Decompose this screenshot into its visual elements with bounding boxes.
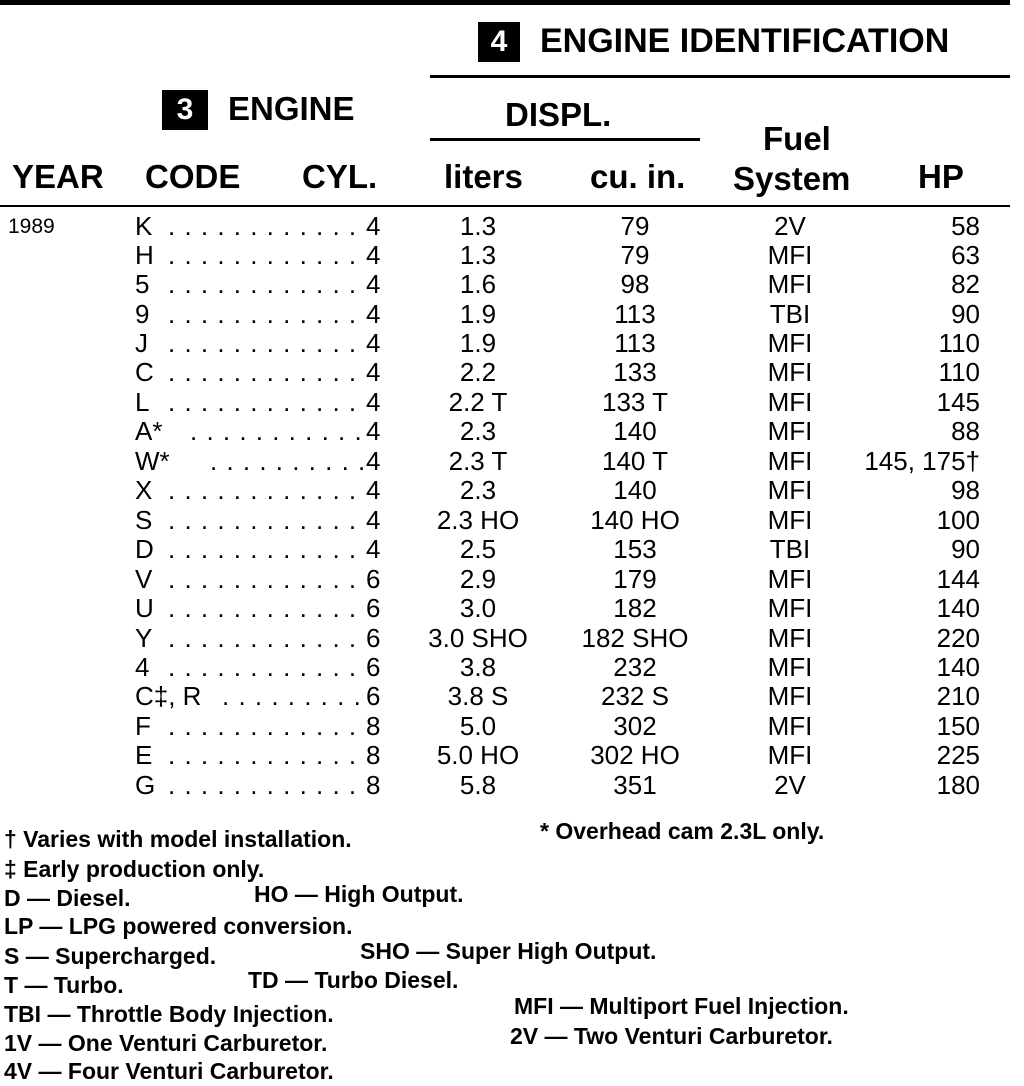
cyl-cell: 4 bbox=[366, 416, 381, 446]
cyl-cell: 4 bbox=[366, 240, 381, 270]
note-high-output: HO — High Output. bbox=[254, 881, 464, 907]
code-header: CODE bbox=[145, 158, 241, 195]
cyl-cell: 6 bbox=[366, 681, 381, 711]
liters-cell: 3.8 S bbox=[447, 681, 509, 711]
table-row bbox=[0, 241, 1024, 270]
code-cell: F bbox=[135, 711, 151, 741]
code-cell: D bbox=[135, 534, 154, 564]
fuel-cell: MFI bbox=[767, 328, 813, 358]
fuel-cell: MFI bbox=[767, 740, 813, 770]
liters-cell: 1.9 bbox=[459, 328, 497, 358]
cu-in-cell: 179 bbox=[613, 564, 657, 594]
liters-cell: 1.3 bbox=[459, 240, 497, 270]
code-cell: C bbox=[135, 357, 154, 387]
cyl-cell: 6 bbox=[366, 623, 381, 653]
code-cell: K bbox=[135, 211, 153, 241]
cu-in-cell: 140 T bbox=[601, 446, 668, 476]
table-row bbox=[0, 476, 1024, 505]
leader-dots: . . . . . . . . . . . . bbox=[168, 711, 358, 741]
table-row bbox=[0, 565, 1024, 594]
code-cell: 4 bbox=[135, 652, 150, 682]
year-cell: 1989 bbox=[8, 215, 55, 238]
fuel-cell: MFI bbox=[767, 416, 813, 446]
table-row bbox=[0, 682, 1024, 711]
code-cell: Y bbox=[135, 623, 153, 653]
code-cell: E bbox=[135, 740, 153, 770]
leader-dots: . . . . . . . . . bbox=[222, 681, 362, 711]
note-1v: 1V — One Venturi Carburetor. bbox=[4, 1030, 328, 1056]
leader-dots: . . . . . . . . . . . . bbox=[168, 505, 358, 535]
table-row bbox=[0, 329, 1024, 358]
code-cell: H bbox=[135, 240, 154, 270]
table-row bbox=[0, 624, 1024, 653]
note-2v: 2V — Two Venturi Carburetor. bbox=[510, 1023, 833, 1049]
fuel-cell: MFI bbox=[767, 269, 813, 299]
section-4-badge: 4 bbox=[478, 22, 520, 62]
liters-cell: 1.3 bbox=[459, 211, 497, 241]
fuel-cell: MFI bbox=[767, 505, 813, 535]
leader-dots: . . . . . . . . . . . . bbox=[168, 593, 358, 623]
note-ddagger: ‡ Early production only. bbox=[4, 856, 265, 882]
hp-cell: 88 bbox=[951, 416, 980, 446]
cu-in-cell: 133 T bbox=[601, 387, 668, 417]
leader-dots: . . . . . . . . . . . . bbox=[168, 299, 358, 329]
liters-cell: 3.0 SHO bbox=[428, 623, 528, 653]
cu-in-cell: 182 bbox=[613, 593, 657, 623]
cyl-cell: 4 bbox=[366, 534, 381, 564]
liters-cell: 2.3 T bbox=[448, 446, 508, 476]
cu-in-cell: 140 HO bbox=[590, 505, 680, 535]
fuel-cell: 2V bbox=[774, 211, 806, 241]
leader-dots: . . . . . . . . . . . . bbox=[168, 269, 358, 299]
hp-cell: 140 bbox=[936, 593, 980, 623]
liters-cell: 2.9 bbox=[459, 564, 497, 594]
cu-in-cell: 351 bbox=[613, 770, 657, 800]
fuel-cell: MFI bbox=[767, 564, 813, 594]
cyl-header: CYL. bbox=[302, 158, 378, 195]
cyl-cell: 4 bbox=[366, 299, 381, 329]
code-cell: L bbox=[135, 387, 150, 417]
table-row bbox=[0, 388, 1024, 417]
cu-in-cell: 232 S bbox=[601, 681, 669, 711]
leader-dots: . . . . . . . . . . . . bbox=[168, 770, 358, 800]
leader-dots: . . . . . . . . . . . . bbox=[168, 623, 358, 653]
cyl-cell: 4 bbox=[366, 269, 381, 299]
note-supercharged: S — Supercharged. bbox=[4, 943, 217, 969]
note-lpg: LP — LPG powered conversion. bbox=[4, 913, 353, 939]
fuel-cell: TBI bbox=[769, 299, 811, 329]
fuel-header-line1: Fuel bbox=[763, 120, 831, 157]
cu-in-cell: 153 bbox=[613, 534, 657, 564]
displ-header: DISPL. bbox=[505, 96, 612, 133]
code-cell: U bbox=[135, 593, 154, 623]
cu-in-cell: 232 bbox=[613, 652, 657, 682]
fuel-cell: TBI bbox=[769, 534, 811, 564]
hp-cell: 220 bbox=[936, 623, 980, 653]
liters-cell: 3.0 bbox=[459, 593, 497, 623]
cu-in-cell: 302 HO bbox=[590, 740, 680, 770]
liters-cell: 2.3 HO bbox=[436, 505, 520, 535]
cyl-cell: 8 bbox=[366, 711, 381, 741]
cu-in-cell: 98 bbox=[620, 269, 650, 299]
code-cell: G bbox=[135, 770, 156, 800]
cyl-cell: 4 bbox=[366, 505, 381, 535]
cyl-cell: 8 bbox=[366, 740, 381, 770]
code-cell: A* bbox=[135, 416, 163, 446]
hp-cell: 58 bbox=[951, 211, 980, 241]
fuel-cell: MFI bbox=[767, 475, 813, 505]
note-tbi: TBI — Throttle Body Injection. bbox=[4, 1001, 334, 1027]
cyl-cell: 6 bbox=[366, 593, 381, 623]
cu-in-cell: 182 SHO bbox=[581, 623, 689, 653]
hp-cell: 63 bbox=[951, 240, 980, 270]
table-row bbox=[0, 653, 1024, 682]
cu-in-cell: 302 bbox=[613, 711, 657, 741]
leader-dots: . . . . . . . . . . . . bbox=[168, 240, 358, 270]
fuel-cell: MFI bbox=[767, 681, 813, 711]
leader-dots: . . . . . . . . . . . . bbox=[168, 328, 358, 358]
top-rule bbox=[0, 0, 1010, 5]
hp-cell: 145 bbox=[936, 387, 980, 417]
hp-cell: 144 bbox=[936, 564, 980, 594]
hp-cell: 110 bbox=[938, 328, 980, 358]
note-super-high-output: SHO — Super High Output. bbox=[360, 938, 657, 964]
section-3-badge: 3 bbox=[162, 90, 208, 130]
code-cell: X bbox=[135, 475, 153, 505]
fuel-cell: MFI bbox=[767, 623, 813, 653]
fuel-header-line2: System bbox=[733, 160, 851, 197]
liters-cell: 3.8 bbox=[459, 652, 497, 682]
hp-cell: 210 bbox=[936, 681, 980, 711]
hp-cell: 90 bbox=[951, 299, 980, 329]
cyl-cell: 8 bbox=[366, 770, 381, 800]
liters-cell: 2.5 bbox=[459, 534, 497, 564]
table-row bbox=[0, 741, 1024, 770]
leader-dots: . . . . . . . . . . . . bbox=[168, 357, 358, 387]
table-row bbox=[0, 506, 1024, 535]
identification-rule bbox=[430, 75, 1010, 78]
leader-dots: . . . . . . . . . . . . bbox=[168, 534, 358, 564]
code-cell: 5 bbox=[135, 269, 150, 299]
fuel-cell: MFI bbox=[767, 652, 813, 682]
cu-in-cell: 113 bbox=[614, 299, 656, 329]
leader-dots: . . . . . . . . . . . . bbox=[168, 740, 358, 770]
code-cell: V bbox=[135, 564, 153, 594]
code-cell: W* bbox=[135, 446, 170, 476]
leader-dots: . . . . . . . . . . . bbox=[190, 416, 363, 446]
liters-cell: 2.2 bbox=[459, 357, 497, 387]
section-4-title: ENGINE IDENTIFICATION bbox=[540, 22, 950, 60]
fuel-cell: MFI bbox=[767, 240, 813, 270]
cu-in-cell: 79 bbox=[620, 211, 650, 241]
code-cell: 9 bbox=[135, 299, 150, 329]
fuel-cell: 2V bbox=[774, 770, 806, 800]
table-row bbox=[0, 535, 1024, 564]
code-cell: C‡, R bbox=[135, 681, 202, 711]
cu-in-header: cu. in. bbox=[590, 158, 686, 195]
table-row bbox=[0, 594, 1024, 623]
leader-dots: . . . . . . . . . . . . bbox=[168, 475, 358, 505]
liters-cell: 5.8 bbox=[459, 770, 497, 800]
leader-dots: . . . . . . . . . . . . bbox=[168, 211, 358, 241]
table-row bbox=[0, 712, 1024, 741]
cyl-cell: 6 bbox=[366, 652, 381, 682]
year-header: YEAR bbox=[12, 158, 104, 195]
hp-cell: 98 bbox=[951, 475, 980, 505]
table-row bbox=[0, 358, 1024, 387]
liters-cell: 5.0 bbox=[459, 711, 497, 741]
fuel-cell: MFI bbox=[767, 387, 813, 417]
header-bottom-rule bbox=[0, 205, 1010, 207]
cu-in-cell: 113 bbox=[614, 328, 656, 358]
table-row bbox=[0, 300, 1024, 329]
liters-cell: 2.3 bbox=[459, 475, 497, 505]
note-4v: 4V — Four Venturi Carburetor. bbox=[4, 1058, 334, 1084]
hp-cell: 180 bbox=[936, 770, 980, 800]
cu-in-cell: 140 bbox=[613, 475, 657, 505]
displ-rule bbox=[430, 138, 700, 141]
table-row bbox=[0, 212, 1024, 241]
fuel-cell: MFI bbox=[767, 711, 813, 741]
cu-in-cell: 133 bbox=[613, 357, 657, 387]
table-row bbox=[0, 771, 1024, 800]
liters-cell: 2.3 bbox=[459, 416, 497, 446]
liters-cell: 5.0 HO bbox=[436, 740, 520, 770]
table-row bbox=[0, 447, 1024, 476]
hp-header: HP bbox=[918, 158, 964, 195]
fuel-cell: MFI bbox=[767, 357, 813, 387]
cu-in-cell: 79 bbox=[620, 240, 650, 270]
cyl-cell: 6 bbox=[366, 564, 381, 594]
cyl-cell: 4 bbox=[366, 387, 381, 417]
cyl-cell: 4 bbox=[366, 446, 381, 476]
code-cell: J bbox=[135, 328, 148, 358]
note-mfi: MFI — Multiport Fuel Injection. bbox=[514, 993, 849, 1019]
leader-dots: . . . . . . . . . . bbox=[210, 446, 367, 476]
hp-cell: 100 bbox=[936, 505, 980, 535]
fuel-cell: MFI bbox=[767, 593, 813, 623]
hp-cell: 140 bbox=[936, 652, 980, 682]
hp-cell: 150 bbox=[936, 711, 980, 741]
leader-dots: . . . . . . . . . . . . bbox=[168, 387, 358, 417]
cu-in-cell: 140 bbox=[613, 416, 657, 446]
hp-cell: 145, 175† bbox=[864, 446, 980, 476]
hp-cell: 90 bbox=[951, 534, 980, 564]
note-ohc: * Overhead cam 2.3L only. bbox=[540, 818, 825, 844]
table-row bbox=[0, 417, 1024, 446]
table-row bbox=[0, 270, 1024, 299]
hp-cell: 110 bbox=[938, 357, 980, 387]
leader-dots: . . . . . . . . . . . . bbox=[168, 564, 358, 594]
cyl-cell: 4 bbox=[366, 211, 381, 241]
note-dagger: † Varies with model installation. bbox=[4, 826, 352, 852]
cyl-cell: 4 bbox=[366, 475, 381, 505]
note-turbo-diesel: TD — Turbo Diesel. bbox=[248, 967, 459, 993]
code-cell: S bbox=[135, 505, 153, 535]
liters-header: liters bbox=[444, 158, 523, 195]
cyl-cell: 4 bbox=[366, 328, 381, 358]
hp-cell: 82 bbox=[951, 269, 980, 299]
cyl-cell: 4 bbox=[366, 357, 381, 387]
note-diesel: D — Diesel. bbox=[4, 885, 131, 911]
liters-cell: 2.2 T bbox=[448, 387, 508, 417]
leader-dots: . . . . . . . . . . . . bbox=[168, 652, 358, 682]
liters-cell: 1.6 bbox=[459, 269, 497, 299]
section-3-title: ENGINE bbox=[228, 90, 355, 127]
fuel-cell: MFI bbox=[767, 446, 813, 476]
liters-cell: 1.9 bbox=[459, 299, 497, 329]
hp-cell: 225 bbox=[936, 740, 980, 770]
note-turbo: T — Turbo. bbox=[4, 972, 124, 998]
